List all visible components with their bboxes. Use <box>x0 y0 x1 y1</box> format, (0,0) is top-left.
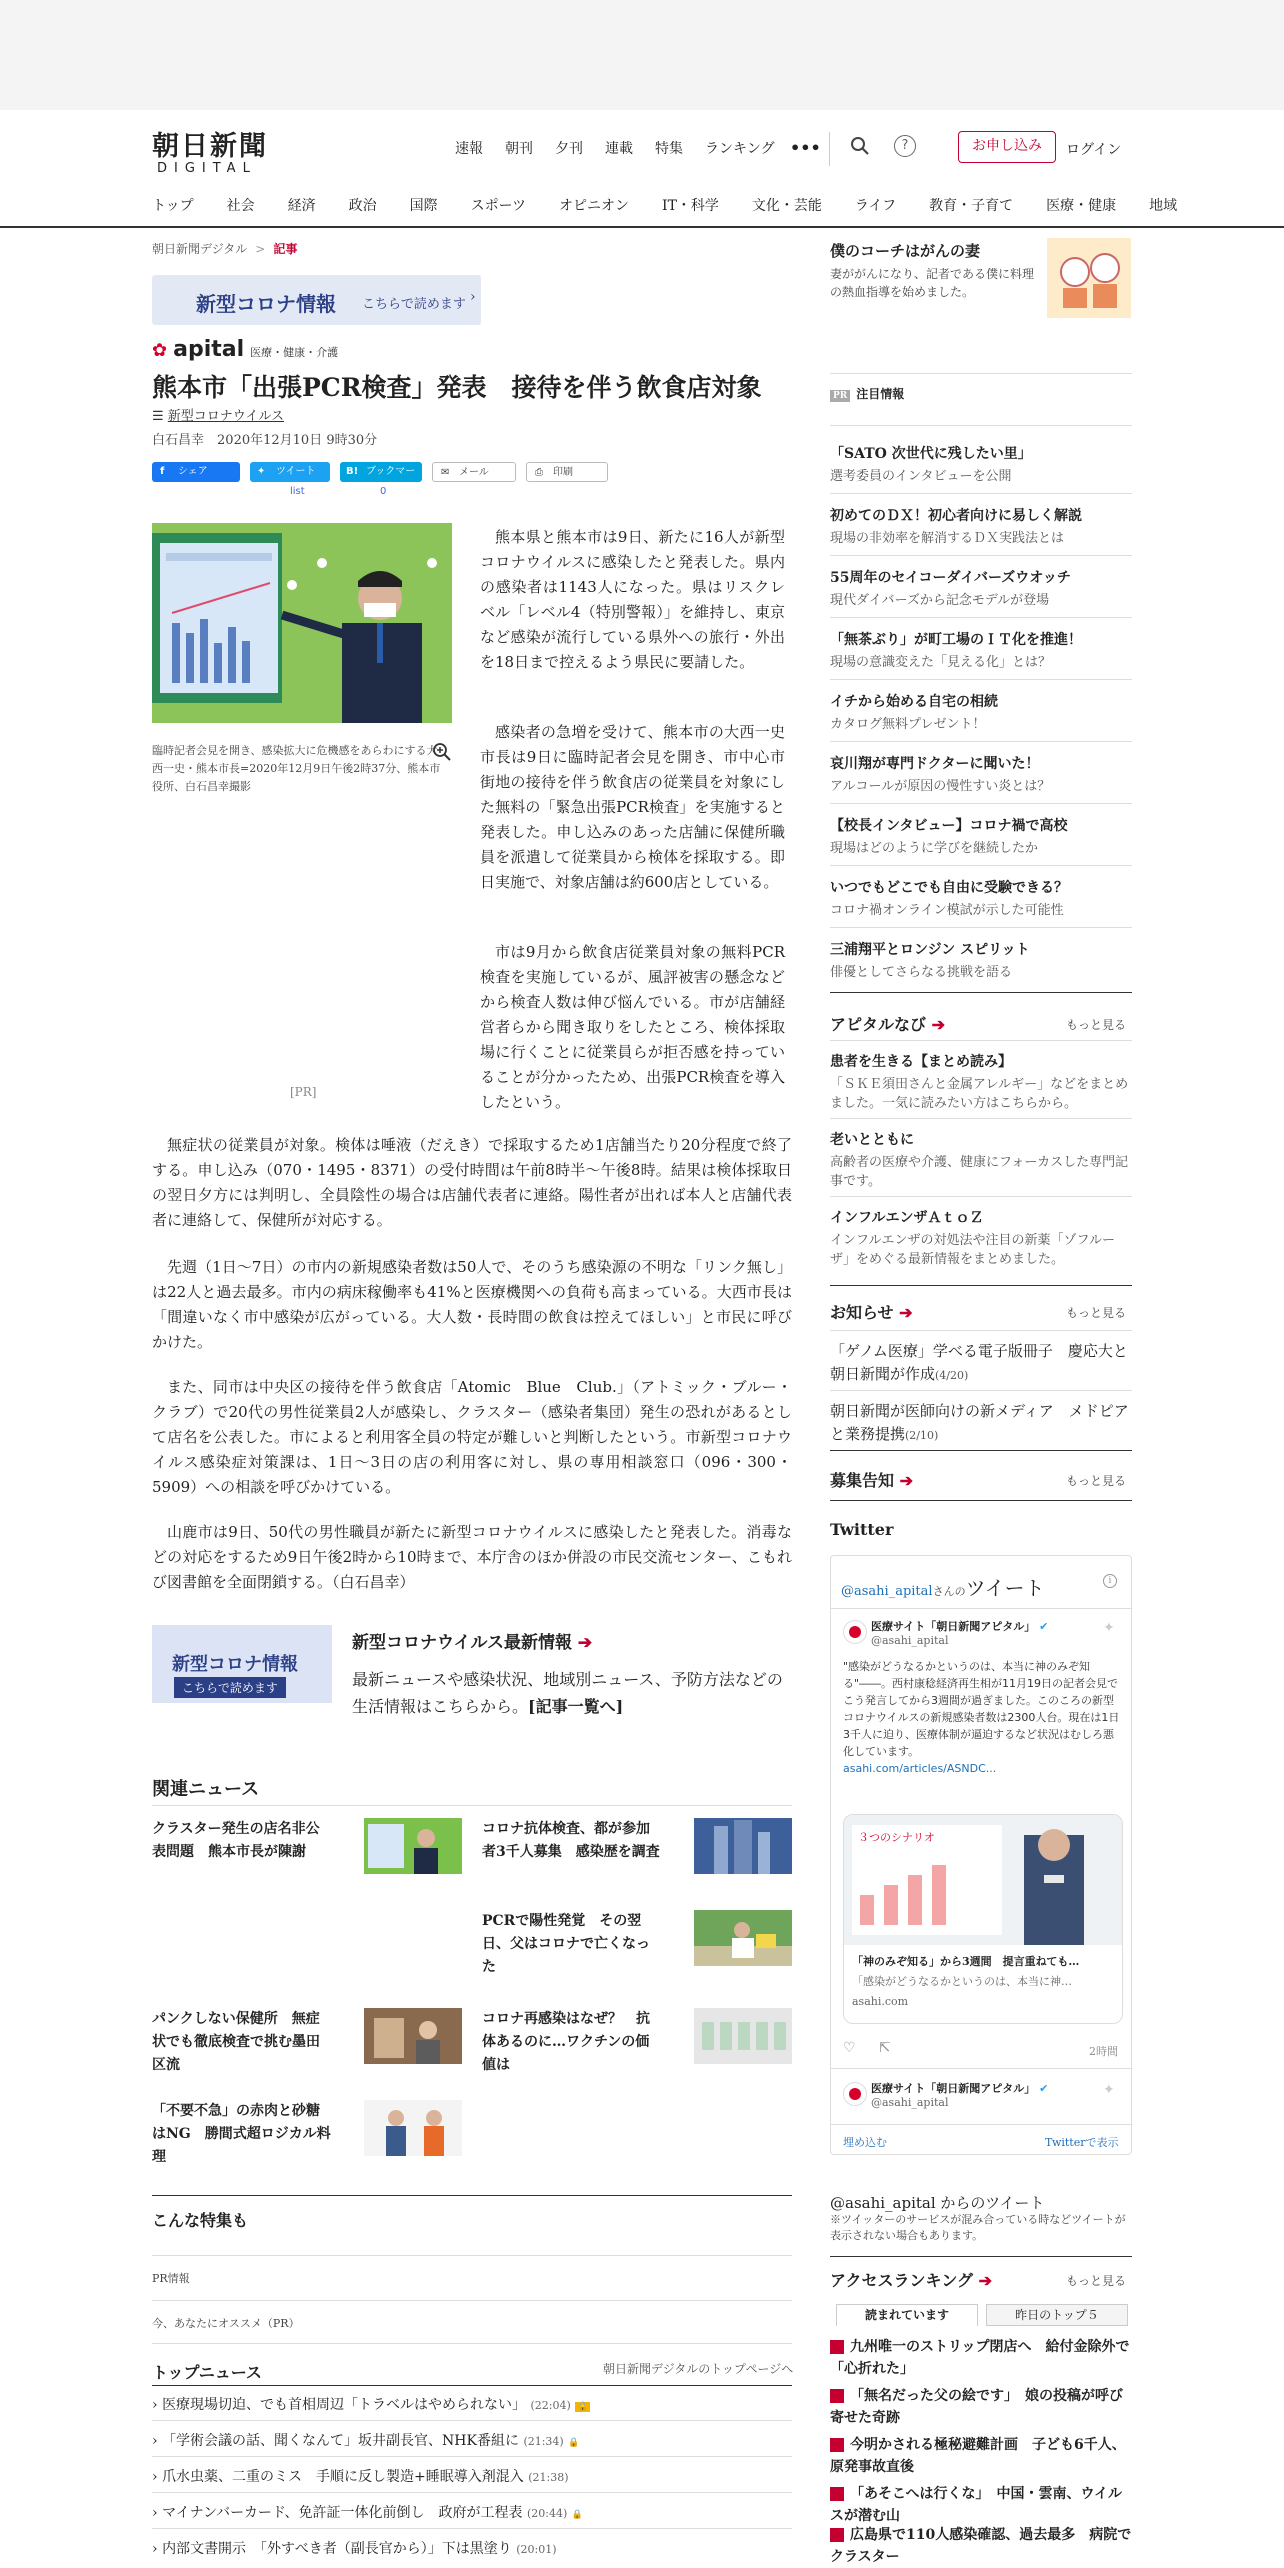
logo-main-text: 朝日新聞 <box>152 131 268 162</box>
pr-item-desc: 現代ダイバーズから記念モデルが登場 <box>830 593 1050 608</box>
related-news-item[interactable]: パンクしない保健所 無症状でも徹底検査で挑む墨田区流 <box>152 2011 320 2073</box>
pr-item[interactable] <box>830 692 1132 734</box>
feature-title: こんな特集も <box>152 2211 249 2230</box>
boshu-label: 募集告知 <box>830 1471 895 1490</box>
tweet-body <box>843 1658 1123 1777</box>
tweet-link[interactable]: asahi.com/articles/ASNDC... <box>843 1762 997 1775</box>
promo-title[interactable] <box>352 1628 592 1653</box>
divider <box>831 2124 1131 2125</box>
ranking-item[interactable] <box>830 2385 1132 2429</box>
cat-culture[interactable]: 文化・芸能 <box>751 198 822 214</box>
divider <box>830 493 1132 494</box>
notice-title[interactable] <box>830 1300 913 1323</box>
divider <box>152 2456 792 2457</box>
topnav-rensai[interactable]: 連載 <box>605 141 633 157</box>
view-on-twitter-link[interactable]: Twitterで表示 <box>1045 2136 1119 2149</box>
tweet-author[interactable] <box>871 1618 1048 1634</box>
category-nav <box>152 195 1177 215</box>
breadcrumb <box>152 240 297 257</box>
help-icon[interactable]: ? <box>894 135 916 157</box>
site-header <box>0 110 1284 228</box>
notice-text: 「ゲノム医療」学べる電子版冊子 慶応大と朝日新聞が作成 <box>830 1342 1128 1383</box>
pr-label: [PR] <box>290 1085 317 1099</box>
related-thumb[interactable] <box>364 1818 462 1874</box>
pr-badge: PR <box>830 390 850 402</box>
related-thumb[interactable] <box>694 1818 792 1874</box>
cat-international[interactable]: 国際 <box>409 198 438 214</box>
apital-logo-text: apital <box>173 337 245 362</box>
notice-item[interactable] <box>830 1340 1132 1387</box>
article-photo[interactable] <box>152 523 452 723</box>
verified-icon: ✔ <box>1039 1620 1049 1633</box>
divider <box>830 927 1132 928</box>
like-icon[interactable]: ♡ <box>843 2040 856 2056</box>
tweet-label: ツイート <box>276 466 316 477</box>
navi-item-title: インフルエンザＡｔｏＺ <box>830 1210 984 1226</box>
pr-item-title: イチから始める自宅の相続 <box>830 694 998 710</box>
covid-banner-title: 新型コロナ情報 <box>196 292 336 316</box>
top-nav <box>455 138 775 158</box>
promo-text <box>352 1666 792 1720</box>
notice-text: 朝日新聞が医師向けの新メディア メドピアと業務提携 <box>830 1402 1129 1443</box>
ranking-text: 「無名だった父の絵です」 娘の投稿が呼び寄せた奇跡 <box>830 2388 1123 2426</box>
divider <box>830 555 1132 556</box>
pr-item-desc: コロナ禍オンライン模試が示した可能性 <box>830 903 1064 918</box>
print-label: 印刷 <box>553 467 573 478</box>
pr-item-title: 三浦翔平とロンジン スピリット <box>830 942 1030 958</box>
divider <box>830 373 1132 374</box>
apital-navi-label: アピタルなび <box>830 1015 927 1034</box>
top-news-text: マイナンバーカード、免許証一体化前倒し 政府が工程表 <box>162 2505 523 2521</box>
site-logo[interactable] <box>152 124 268 176</box>
boshu-title[interactable] <box>830 1468 913 1491</box>
more-link[interactable]: もっと見る <box>1066 2274 1127 2288</box>
rank-marker <box>830 2389 844 2403</box>
hatena-bookmark-button[interactable] <box>340 462 422 497</box>
card-title: 「神のみぞ知る」から3週間 提言重ねても… <box>852 1955 1080 1968</box>
tweets-from-link[interactable]: @asahi_apital からのツイート <box>830 2194 1045 2212</box>
ranking-text: 今明かされる極秘避難計画 子ども6千人、原発事故直後 <box>830 2437 1126 2475</box>
promo-article-list-link[interactable]: [記事一覧へ] <box>528 1697 624 1716</box>
divider <box>152 2255 792 2256</box>
divider <box>830 992 1132 993</box>
tab-most-read[interactable]: 読まれています <box>836 2304 978 2326</box>
card-figure-label: ３つのシナリオ <box>858 1831 935 1844</box>
cat-it-science[interactable]: IT・科学 <box>662 198 719 214</box>
share-icon[interactable]: ⇱ <box>879 2040 891 2056</box>
divider <box>830 1330 1132 1331</box>
divider <box>830 1118 1132 1119</box>
promo-badge-title: 新型コロナ情報 <box>172 1654 298 1675</box>
pr-item[interactable] <box>830 754 1132 796</box>
divider <box>830 1285 1132 1286</box>
timeline-san: さんの <box>932 1585 966 1598</box>
twitter-note: ※ツイッターのサービスが混み合っている時などツイートが表示されない場合もあります。 <box>830 2213 1126 2242</box>
related-news-item[interactable]: コロナ抗体検査、都が参加者3千人募集 感染歴を調査 <box>482 1821 660 1860</box>
coach-title: 僕のコーチはがんの妻 <box>830 242 981 260</box>
cat-top[interactable]: トップ <box>152 198 194 214</box>
navi-item[interactable] <box>830 1052 1132 1113</box>
top-news-text: 内部文書開示 「外すべき者（副長官から）」下は黒塗り <box>162 2541 512 2557</box>
pr-item[interactable] <box>830 878 1132 920</box>
divider <box>830 2256 1132 2257</box>
pr-item[interactable] <box>830 444 1132 486</box>
related-news-item[interactable]: PCRで陽性発覚 その翌日、父はコロナで亡くなった <box>482 1913 650 1975</box>
arrow-right-icon: ➔ <box>899 1303 913 1322</box>
rank-marker <box>830 2340 844 2354</box>
cat-life[interactable]: ライフ <box>854 198 897 214</box>
divider <box>830 1390 1132 1391</box>
lock-icon: 🔒 <box>568 2438 580 2448</box>
top-news-title: トップニュース <box>152 2363 262 2382</box>
zoom-icon[interactable] <box>432 742 452 767</box>
pr-item-title: いつでもどこでも自由に受験できる？ <box>830 880 1068 896</box>
lock-icon: 🔒 <box>571 2510 583 2520</box>
topnav-sokuho[interactable]: 速報 <box>455 141 483 157</box>
more-menu-icon[interactable]: ••• <box>790 138 821 157</box>
pr-item-desc: 現場の非効率を解消するＤＸ実践法とは <box>830 531 1065 546</box>
pr-item[interactable] <box>830 940 1132 982</box>
pr-header-label: 注目情報 <box>856 387 905 401</box>
rank-marker <box>830 2528 844 2542</box>
lock-icon: 🔒 <box>577 2402 589 2412</box>
article-paragraph: 山鹿市は9日、50代の男性職員が新たに新型コロナウイルスに感染したと発表した。消毒などの対応をするため9日午後2時から10時まで、本庁舎のほか併設の市民交流センター、こもれび図書館を全面閉鎖する。（白石昌幸） <box>152 1523 792 1591</box>
pr-item[interactable] <box>830 630 1132 672</box>
pr-header <box>830 385 904 402</box>
topnav-choukan[interactable]: 朝刊 <box>505 141 533 157</box>
topnav-tokushu[interactable]: 特集 <box>655 141 683 157</box>
related-news-item[interactable]: コロナ再感染はなぜ？ 抗体あるのに…ワクチンの価値は <box>482 2011 650 2073</box>
more-link[interactable]: もっと見る <box>1066 1018 1127 1032</box>
print-icon: ⎙ <box>535 467 543 478</box>
divider <box>152 2195 792 2196</box>
card-desc: 「感染がどうなるかというのは、本当に神… <box>852 1975 1072 1988</box>
tweet-count[interactable]: list <box>290 486 305 497</box>
related-thumb[interactable] <box>694 2008 792 2064</box>
top-news-text: 爪水虫薬、二重のミス 手順に反し製造+睡眠導入剤混入 <box>162 2469 524 2485</box>
chevron-right-icon: › <box>470 289 476 305</box>
pr-item-desc: 俳優としてさらなる挑戦を語る <box>830 965 1013 980</box>
notice-item[interactable] <box>830 1400 1132 1447</box>
share-label: シェア <box>178 466 208 477</box>
divider <box>152 2343 792 2344</box>
arrow-right-icon: ➔ <box>899 1471 913 1490</box>
arrow-right-icon: ➔ <box>978 2271 993 2290</box>
breadcrumb-home[interactable]: 朝日新聞デジタル <box>152 242 248 256</box>
divider <box>152 1805 792 1806</box>
ranking-label: アクセスランキング <box>830 2271 974 2290</box>
publish-date: 2020年12月10日 9時30分 <box>217 433 378 448</box>
arrow-right-icon: ➔ <box>931 1015 945 1034</box>
login-link[interactable]: ログイン <box>1066 142 1122 158</box>
navi-item-desc: 「ＳＫＥ須田さんと金属アレルギー」などをまとめました。一気に読みたい方はこちらから。 <box>830 1077 1129 1111</box>
tweet-username: @asahi_apital <box>871 1634 949 1647</box>
notice-date: (2/10) <box>905 1429 939 1442</box>
article-paragraph: 先週（1日～7日）の市内の新規感染者数は50人で、そのうち感染源の不明な「リンク無し」は22人と過去最多。市内の病床稼働率も41%と医療機関への負荷も高まっている。大西市長は「間違いなく市中感染が広がっている。大人数・長時間の飲食は控えてほしい」と市民に呼びかけた。 <box>152 1258 792 1351</box>
twitter-bird-icon: ✦ <box>1103 1620 1115 1636</box>
tweet-username: @asahi_apital <box>871 2096 949 2109</box>
byline <box>152 429 377 448</box>
related-news-item[interactable]: 「不要不急」の赤肉と砂糖はNG 勝間式超ロジカル料理 <box>152 2103 331 2165</box>
divider <box>152 2492 792 2493</box>
divider <box>830 679 1132 680</box>
promo-badge-link: こちらで読めます <box>174 1677 286 1698</box>
topnav-yukan[interactable]: 夕刊 <box>555 141 583 157</box>
covid-info-banner[interactable] <box>152 275 481 325</box>
notice-date: (4/20) <box>935 1369 969 1382</box>
cat-sports[interactable]: スポーツ <box>470 198 527 214</box>
logo-sub-text: DIGITAL <box>157 161 257 176</box>
arrow-right-icon: ➔ <box>577 1633 593 1653</box>
timeline-header <box>841 1572 1045 1601</box>
pr-item-title: 55周年のセイコーダイバーズウオッチ <box>830 570 1071 586</box>
navi-item-desc: 高齢者の医療や介護、健康にフォーカスした専門記事です。 <box>830 1155 1129 1189</box>
tweet-card[interactable] <box>843 1814 1123 2024</box>
top-news-time: (21:34) <box>523 2435 564 2448</box>
ranking-item[interactable] <box>830 2483 1132 2527</box>
mail-label: メール <box>459 467 489 478</box>
cat-region[interactable]: 地域 <box>1149 198 1178 214</box>
article-paragraph: 熊本県と熊本市は9日、新たに16人が新型コロナウイルスに感染したと発表した。県内の感染者は1143人になった。県はリスクレベル「レベル4（特別警報）」を維持し、東京など感染が流行している県外への旅行・外出を18日まで控えるよう県民に要請した。 <box>480 528 785 671</box>
divider <box>152 2385 792 2386</box>
apital-mark-icon: ✿ <box>152 340 168 361</box>
pr-item-desc: 現場はどのように学びを継続したか <box>830 841 1039 856</box>
tweet-author-name: 医療サイト「朝日新聞アピタル」 <box>871 1620 1036 1633</box>
twitter-timeline <box>830 1555 1132 2155</box>
apital-category: 医療・健康・介護 <box>250 346 339 359</box>
ranking-item[interactable] <box>830 2336 1132 2380</box>
article-paragraph: また、同市は中央区の接待を伴う飲食店「Atomic Blue Club.」（アトミック・ブルー・クラブ）で20代の男性従業員2人が感染し、クラスター（感染者集団）発生の恐れがあるとして店名を公表した。市によると利用客全員の特定が難しいと判断したという。市新型コロナウイルス感染症対策課は、1日～3日の店の利用客に対し、県の専用相談窓口（096・300・5909）への相談を呼びかけている。 <box>152 1378 792 1496</box>
related-news-title: 関連ニュース <box>152 1779 260 1800</box>
article-headline: 熊本市「出張PCR検査」発表 接待を伴う飲食店対象 <box>152 373 762 402</box>
divider <box>830 425 1132 426</box>
top-news-time: (20:44) <box>527 2507 568 2520</box>
pr-item-title: 「SATO 次世代に残したい里」 <box>830 446 1032 462</box>
divider <box>830 1040 1132 1041</box>
timeline-tweet-label: ツイート <box>965 1576 1045 1600</box>
divider <box>830 741 1132 742</box>
tweet-author[interactable] <box>871 2080 1048 2096</box>
pr-item[interactable] <box>830 816 1132 858</box>
pr-item-desc: 現場の意識変えた「見える化」とは？ <box>830 655 1052 670</box>
pr-item-title: 初めてのＤＸ！初心者向けに易しく解説 <box>830 508 1082 524</box>
divider <box>152 2300 792 2301</box>
related-thumb[interactable] <box>694 1910 792 1966</box>
twitter-icon: ✦ <box>257 466 266 477</box>
timeline-handle[interactable]: @asahi_apital <box>841 1584 933 1599</box>
navi-item-title: 患者を生きる【まとめ読み】 <box>830 1054 1012 1070</box>
pr-item[interactable] <box>830 506 1132 548</box>
article-tag[interactable] <box>152 405 284 424</box>
ranking-item[interactable] <box>830 2434 1132 2478</box>
bookmark-label: ブックマーク <box>366 466 416 497</box>
pr-item-desc: 選考委員のインタビューを公開 <box>830 469 1012 484</box>
pr-item[interactable] <box>830 568 1132 610</box>
related-news-item[interactable]: クラスター発生の店名非公表問題 熊本市長が陳謝 <box>152 1821 320 1860</box>
divider <box>831 1608 1131 1609</box>
top-page-link[interactable]: 朝日新聞デジタルのトップページへ <box>603 2362 794 2376</box>
rank-marker <box>830 2438 844 2452</box>
subscribe-button[interactable]: お申し込み <box>958 131 1056 163</box>
hatena-icon: B! <box>346 466 359 477</box>
coach-promo[interactable] <box>830 240 1040 301</box>
avatar[interactable] <box>843 1620 867 1644</box>
facebook-share-button[interactable] <box>152 462 240 482</box>
top-news-item[interactable]: › マイナンバーカード、免許証一体化前倒し 政府が工程表 (20:44) 🔒 <box>152 2505 583 2521</box>
ranking-tabs <box>836 2304 1128 2326</box>
divider <box>830 803 1132 804</box>
mail-icon: ✉ <box>441 467 450 478</box>
covid-promo-badge[interactable] <box>152 1625 332 1703</box>
topnav-ranking[interactable]: ランキング <box>705 141 775 157</box>
card-site: asahi.com <box>852 1995 909 2008</box>
twitter-section-title: Twitter <box>830 1520 894 1539</box>
tag-label: 新型コロナウイルス <box>167 409 285 424</box>
navi-item-desc: インフルエンザの対処法や注目の新薬「ゾフルーザ」をめぐる最新情報をまとめました。 <box>830 1233 1115 1267</box>
cat-health[interactable]: 医療・健康 <box>1046 198 1117 214</box>
notice-label: お知らせ <box>830 1303 894 1322</box>
breadcrumb-current: 記事 <box>273 242 298 256</box>
pr-info-label: PR情報 <box>152 2272 190 2285</box>
pr-item-desc: アルコールが原因の慢性すい炎とは？ <box>830 779 1051 794</box>
ranking-text: 九州唯一のストリップ閉店へ 給付金除外で「心折れた」 <box>830 2339 1130 2377</box>
divider <box>830 1450 1132 1451</box>
recommend-label: 今、あなたにオススメ（PR） <box>152 2317 300 2330</box>
twitter-share-button[interactable] <box>250 462 330 497</box>
photo-caption: 臨時記者会見を開き、感染拡大に危機感をあらわにする大西一史・熊本市長=2020年12月9日午後2時37分、熊本市役所、白石昌幸撮影 <box>152 744 441 793</box>
divider <box>830 617 1132 618</box>
covid-banner-link: こちらで読めます <box>362 297 466 312</box>
breadcrumb-sep: > <box>255 242 266 256</box>
navi-item-title: 老いとともに <box>830 1132 914 1148</box>
navi-item[interactable] <box>830 1208 1132 1269</box>
print-button[interactable] <box>526 462 608 482</box>
ranking-text: 「あそこへは行くな」 中国・雲南、ウイルスが潜む山 <box>830 2486 1123 2524</box>
ranking-item[interactable] <box>830 2524 1132 2568</box>
divider <box>829 132 830 166</box>
pr-item-title: 【校長インタビュー】コロナ禍で高校 <box>830 818 1068 834</box>
verified-icon: ✔ <box>1039 2082 1049 2095</box>
divider <box>830 1196 1132 1197</box>
divider <box>830 865 1132 866</box>
mail-share-button[interactable] <box>432 462 516 482</box>
divider <box>152 2420 792 2421</box>
navi-item[interactable] <box>830 1130 1132 1191</box>
info-icon[interactable]: i <box>1103 1574 1117 1588</box>
promo-description: 最新ニュースや感染状況、地域別ニュース、予防方法などの生活情報はこちらから。 <box>352 1670 783 1716</box>
more-link[interactable]: もっと見る <box>1066 1306 1127 1320</box>
top-ad-space <box>0 0 1284 110</box>
top-news-time: (20:01) <box>516 2543 557 2556</box>
divider <box>830 1500 1132 1501</box>
bookmark-count[interactable]: 0 <box>380 486 387 497</box>
twitter-bird-icon: ✦ <box>1103 2082 1115 2098</box>
pr-item-title: 「無茶ぶり」が町工場のＩＴ化を推進！ <box>830 632 1082 648</box>
share-buttons <box>152 462 608 497</box>
promo-title-text: 新型コロナウイルス最新情報 <box>352 1633 572 1653</box>
facebook-icon: f <box>160 466 165 477</box>
author: 白石昌幸 <box>152 433 205 448</box>
top-news-time: (21:38) <box>528 2471 569 2484</box>
list-icon: ☰ <box>152 409 168 424</box>
top-news-item[interactable]: › 内部文書開示 「外すべき者（副長官から）」下は黒塗り (20:01) <box>152 2541 557 2557</box>
top-news-item[interactable]: › 医療現場切迫、でも首相周辺「トラベルはやめられない」 (22:04) 🔒 <box>152 2397 589 2413</box>
article-paragraph: 市は9月から飲食店従業員対象の無料PCR検査を実施しているが、風評被害の懸念などから検査人数は伸び悩んでいる。市が店舗経営者らから聞き取りをしたところ、検体採取場に行くことに従業員らが拒否感を持っていることが分かったため、出張PCR検査を導入したという。 <box>480 943 785 1111</box>
ranking-title[interactable] <box>830 2268 992 2291</box>
cat-opinion[interactable]: オピニオン <box>559 198 630 214</box>
rank-marker <box>830 2487 844 2501</box>
coach-illustration[interactable] <box>1047 238 1131 318</box>
avatar[interactable] <box>843 2082 867 2106</box>
top-news-text: 「学術会議の話、聞くなんて」坂井副長官、NHK番組に <box>162 2433 519 2449</box>
cat-society[interactable]: 社会 <box>226 198 255 214</box>
pr-item-title: 哀川翔が専門ドクターに聞いた！ <box>830 756 1040 772</box>
tweet-time[interactable]: 2時間 <box>1089 2045 1118 2058</box>
apital-navi-title[interactable] <box>830 1012 945 1035</box>
cat-education[interactable]: 教育・子育て <box>929 198 1014 214</box>
top-news-time: (22:04) <box>530 2399 571 2412</box>
top-news-item[interactable]: › 「学術会議の話、聞くなんて」坂井副長官、NHK番組に (21:34) 🔒 <box>152 2433 580 2449</box>
cat-politics[interactable]: 政治 <box>348 198 377 214</box>
article-paragraph: 無症状の従業員が対象。検体は唾液（だえき）で採取するため1店舗当たり20分程度で終了する。申し込み（070・1495・8371）の受付時間は午前8時半～午後8時。結果は検体採取日の翌日夕方には判明し、全員陰性の場合は店舗代表者に連絡。陽性者が出れば本人と店舗代表者に連絡して、保健所が対応する。 <box>152 1136 792 1229</box>
ranking-text: 広島県で110人感染確認、過去最多 病院でクラスター <box>830 2527 1132 2565</box>
coach-desc: 妻ががんになり、記者である僕に料理の熱血指導を始めました。 <box>830 267 1035 299</box>
article-paragraph: 感染者の急増を受けて、熊本市の大西一史市長は9日に臨時記者会見を開き、市中心市街地の接待を伴う飲食店の従業員を対象にした無料の「緊急出張PCR検査」を実施すると発表した。申し込みのあった店舗に保健所職員を派遣して従業員から検体を採取する。即日実施で、対象店舗は約600店としている。 <box>480 723 785 891</box>
related-thumb[interactable] <box>364 2100 462 2156</box>
pr-item-desc: カタログ無料プレゼント！ <box>830 717 986 732</box>
search-icon[interactable] <box>850 136 870 160</box>
more-link[interactable]: もっと見る <box>1066 1474 1127 1488</box>
divider <box>831 2068 1131 2069</box>
tweet-text: "感染がどうなるかというのは、本当に神のみぞ知る"――。西村康稔経済再生相が11月19日の記者会見でこう発言してから3週間が過ぎました。このころの新型コロナウイルスの新規感染者数は2300人台。現在は1日3千人に迫り、医療体制が逼迫するなど状況はむしろ悪化しています。 <box>843 1660 1120 1758</box>
apital-logo[interactable] <box>152 337 338 362</box>
tweet-author-name: 医療サイト「朝日新聞アピタル」 <box>871 2082 1036 2095</box>
embed-link[interactable]: 埋め込む <box>843 2136 887 2149</box>
top-news-text: 医療現場切迫、でも首相周辺「トラベルはやめられない」 <box>162 2397 527 2413</box>
tab-yesterday-top5[interactable]: 昨日のトップ５ <box>986 2304 1128 2326</box>
cat-economy[interactable]: 経済 <box>287 198 316 214</box>
top-news-item[interactable]: › 爪水虫薬、二重のミス 手順に反し製造+睡眠導入剤混入 (21:38) <box>152 2469 569 2485</box>
divider <box>152 2528 792 2529</box>
related-thumb[interactable] <box>364 2008 462 2064</box>
